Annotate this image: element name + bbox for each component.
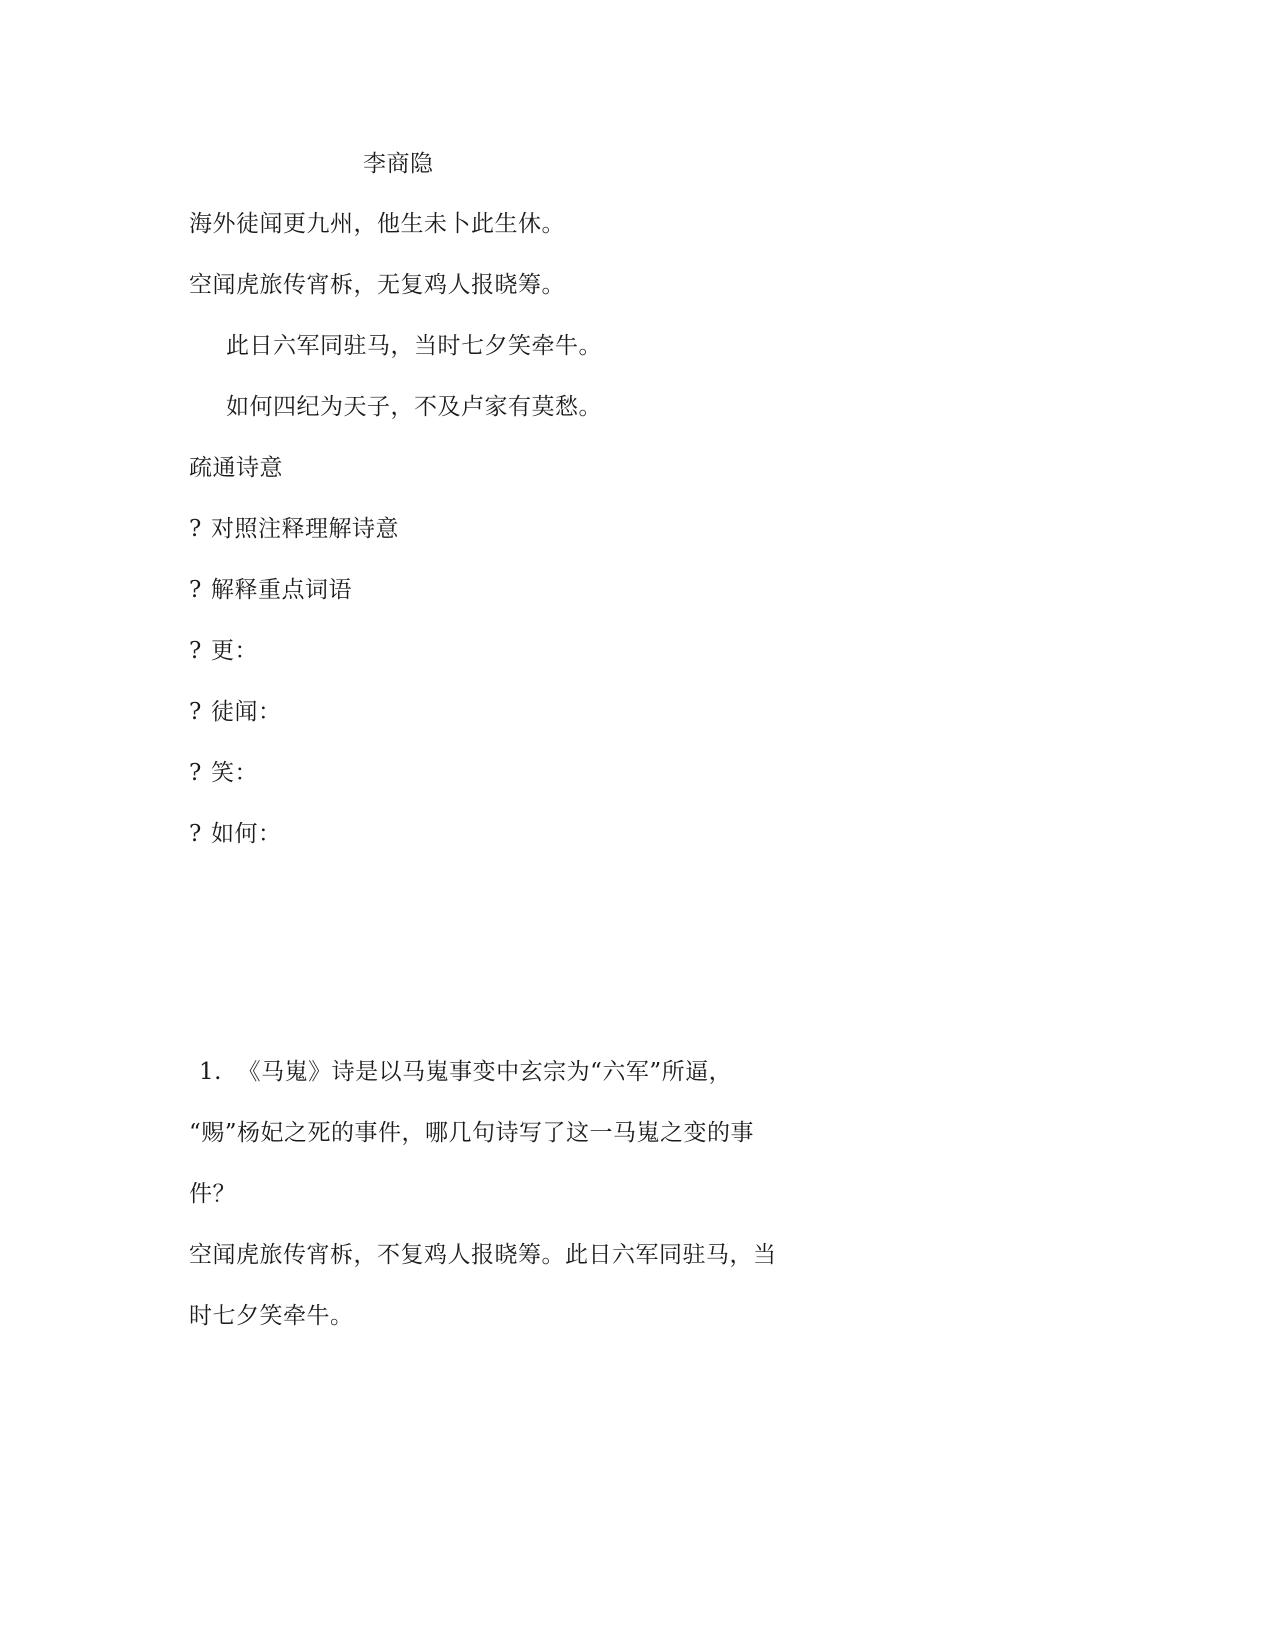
- question-line-2: “赐”杨妃之死的事件，哪几句诗写了这一马嵬之变的事: [189, 1120, 755, 1146]
- list-item: [189, 759, 258, 787]
- answer-line-1: 空闻虎旅传宵柝，不复鸡人报晓筹。此日六军同驻马，当: [189, 1242, 777, 1268]
- list-item-text: 更：: [211, 638, 258, 664]
- bullet-mark: ?: [189, 760, 202, 786]
- poem-line-4: 如何四纪为天子，不及卢家有莫愁。: [226, 394, 602, 420]
- list-item: [189, 637, 258, 665]
- question-text: 《马嵬》诗是以马嵬事变中玄宗为“六军”所逼，: [237, 1059, 733, 1085]
- poem-line-3: 此日六军同驻马，当时七夕笑牵牛。: [226, 333, 602, 359]
- list-item: [189, 515, 399, 543]
- list-item-text: 如何：: [211, 821, 282, 847]
- list-item-text: 笑：: [211, 760, 258, 786]
- list-item: [189, 698, 282, 726]
- list-item: [189, 820, 282, 848]
- bullet-mark: ?: [189, 516, 202, 542]
- section-heading: 疏通诗意: [189, 455, 283, 481]
- bullet-mark: ?: [189, 699, 202, 725]
- question-number: 1.: [199, 1059, 222, 1085]
- answer-line-2: 时七夕笑牵牛。: [189, 1303, 354, 1329]
- list-item-text: 对照注释理解诗意: [211, 516, 399, 542]
- list-item: [189, 576, 352, 604]
- question-line-3: 件？: [189, 1181, 236, 1207]
- poem-line-2: 空闻虎旅传宵柝，无复鸡人报晓筹。: [189, 272, 565, 298]
- bullet-mark: ?: [189, 638, 202, 664]
- bullet-mark: ?: [189, 577, 202, 603]
- question-line-1: [199, 1058, 732, 1086]
- poem-line-1: 海外徒闻更九州，他生未卜此生休。: [189, 211, 565, 237]
- poem-author: 李商隐: [363, 151, 434, 177]
- list-item-text: 徒闻：: [211, 699, 282, 725]
- bullet-mark: ?: [189, 821, 202, 847]
- list-item-text: 解释重点词语: [211, 577, 352, 603]
